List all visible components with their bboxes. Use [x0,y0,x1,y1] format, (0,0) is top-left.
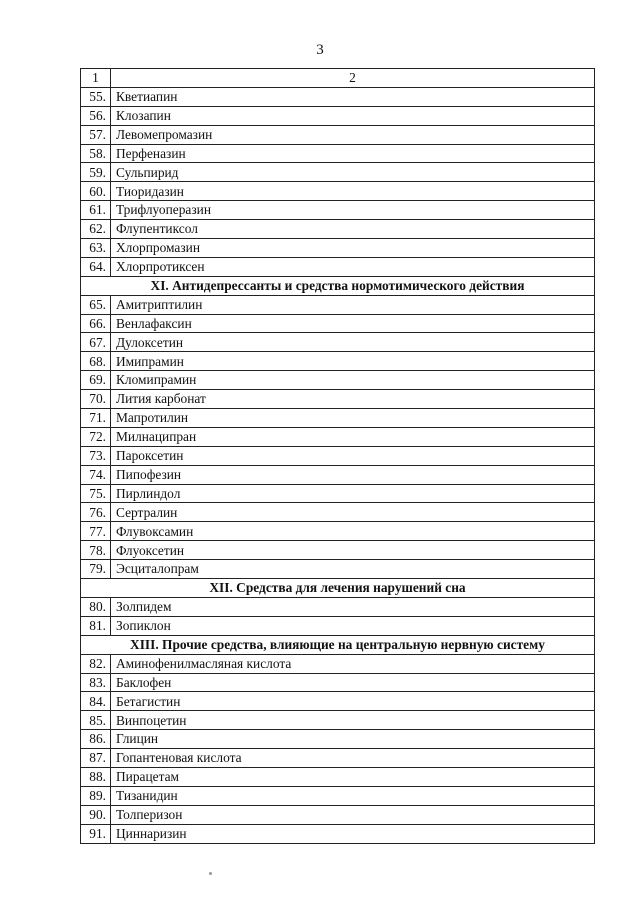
row-number: 72. [81,427,111,446]
table-row [81,654,595,673]
drug-name: Бетагистин [111,692,595,711]
table-row [81,446,595,465]
header-col-number: 1 [81,69,111,88]
table-header-row [81,69,595,88]
row-number: 88. [81,767,111,786]
table-row [81,484,595,503]
table-row [81,730,595,749]
row-number: 78. [81,541,111,560]
row-number: 77. [81,522,111,541]
drug-name: Пароксетин [111,446,595,465]
row-number: 60. [81,182,111,201]
table-row [81,749,595,768]
row-number: 74. [81,465,111,484]
drug-name: Перфеназин [111,144,595,163]
row-number: 66. [81,314,111,333]
table-row [81,805,595,824]
drug-name: Пирлиндол [111,484,595,503]
drug-name: Флупентиксол [111,220,595,239]
table-row [81,427,595,446]
section-title: XI. Антидепрессанты и средства нормотимического действия [81,276,595,295]
row-number: 79. [81,560,111,579]
row-number: 59. [81,163,111,182]
drug-name: Хлорпромазин [111,239,595,258]
drug-name: Кломипрамин [111,371,595,390]
drug-name: Пипофезин [111,465,595,484]
drug-name: Циннаризин [111,824,595,843]
table-row [81,87,595,106]
table-row [81,125,595,144]
table-row [81,352,595,371]
row-number: 63. [81,239,111,258]
row-number: 85. [81,711,111,730]
table-row [81,144,595,163]
table-row [81,390,595,409]
drug-name: Амитриптилин [111,295,595,314]
table-row [81,786,595,805]
drug-name: Винпоцетин [111,711,595,730]
table-row [81,711,595,730]
row-number: 73. [81,446,111,465]
drug-name: Клозапин [111,106,595,125]
row-number: 56. [81,106,111,125]
section-heading-row [81,276,595,295]
row-number: 67. [81,333,111,352]
row-number: 76. [81,503,111,522]
row-number: 62. [81,220,111,239]
drug-name: Эсциталопрам [111,560,595,579]
table-row [81,333,595,352]
row-number: 86. [81,730,111,749]
section-heading-row [81,579,595,598]
table-row [81,541,595,560]
drug-name: Дулоксетин [111,333,595,352]
row-number: 71. [81,409,111,428]
row-number: 70. [81,390,111,409]
table-row [81,503,595,522]
drug-name: Толперизон [111,805,595,824]
drug-list-table [80,68,595,844]
table-row [81,220,595,239]
row-number: 87. [81,749,111,768]
drug-name: Имипрамин [111,352,595,371]
table-row [81,409,595,428]
drug-name: Флуоксетин [111,541,595,560]
drug-name: Глицин [111,730,595,749]
row-number: 81. [81,616,111,635]
row-number: 69. [81,371,111,390]
drug-name: Мапротилин [111,409,595,428]
drug-name: Левомепромазин [111,125,595,144]
drug-name: Милнаципран [111,427,595,446]
section-title: XIII. Прочие средства, влияющие на центральную нервную систему [81,635,595,654]
table-row [81,182,595,201]
row-number: 90. [81,805,111,824]
row-number: 84. [81,692,111,711]
drug-name: Кветиапин [111,87,595,106]
drug-name: Гопантеновая кислота [111,749,595,768]
table-row [81,314,595,333]
drug-name: Сульпирид [111,163,595,182]
row-number: 75. [81,484,111,503]
drug-name: Золпидем [111,597,595,616]
table-row [81,692,595,711]
table-row [81,673,595,692]
drug-name: Флувоксамин [111,522,595,541]
row-number: 57. [81,125,111,144]
table-row [81,106,595,125]
drug-name: Хлорпротиксен [111,257,595,276]
table-row [81,257,595,276]
row-number: 61. [81,201,111,220]
scan-speck [209,872,212,875]
row-number: 55. [81,87,111,106]
drug-name: Лития карбонат [111,390,595,409]
row-number: 91. [81,824,111,843]
drug-name: Баклофен [111,673,595,692]
section-title: XII. Средства для лечения нарушений сна [81,579,595,598]
row-number: 89. [81,786,111,805]
drug-name: Аминофенилмасляная кислота [111,654,595,673]
row-number: 82. [81,654,111,673]
drug-name: Тиоридазин [111,182,595,201]
table-row [81,597,595,616]
table-row [81,239,595,258]
table-row [81,371,595,390]
table-row [81,616,595,635]
drug-name: Пирацетам [111,767,595,786]
row-number: 64. [81,257,111,276]
row-number: 80. [81,597,111,616]
section-heading-row [81,635,595,654]
drug-name: Зопиклон [111,616,595,635]
table-row [81,163,595,182]
table-row [81,767,595,786]
row-number: 83. [81,673,111,692]
table-row [81,201,595,220]
drug-name: Сертралин [111,503,595,522]
row-number: 58. [81,144,111,163]
table-row [81,465,595,484]
drug-name: Трифлуоперазин [111,201,595,220]
row-number: 68. [81,352,111,371]
header-col-name: 2 [111,69,595,88]
page-number: 3 [316,42,324,58]
table-row [81,824,595,843]
row-number: 65. [81,295,111,314]
table-row [81,560,595,579]
table-row [81,295,595,314]
drug-name: Венлафаксин [111,314,595,333]
drug-name: Тизанидин [111,786,595,805]
table-row [81,522,595,541]
